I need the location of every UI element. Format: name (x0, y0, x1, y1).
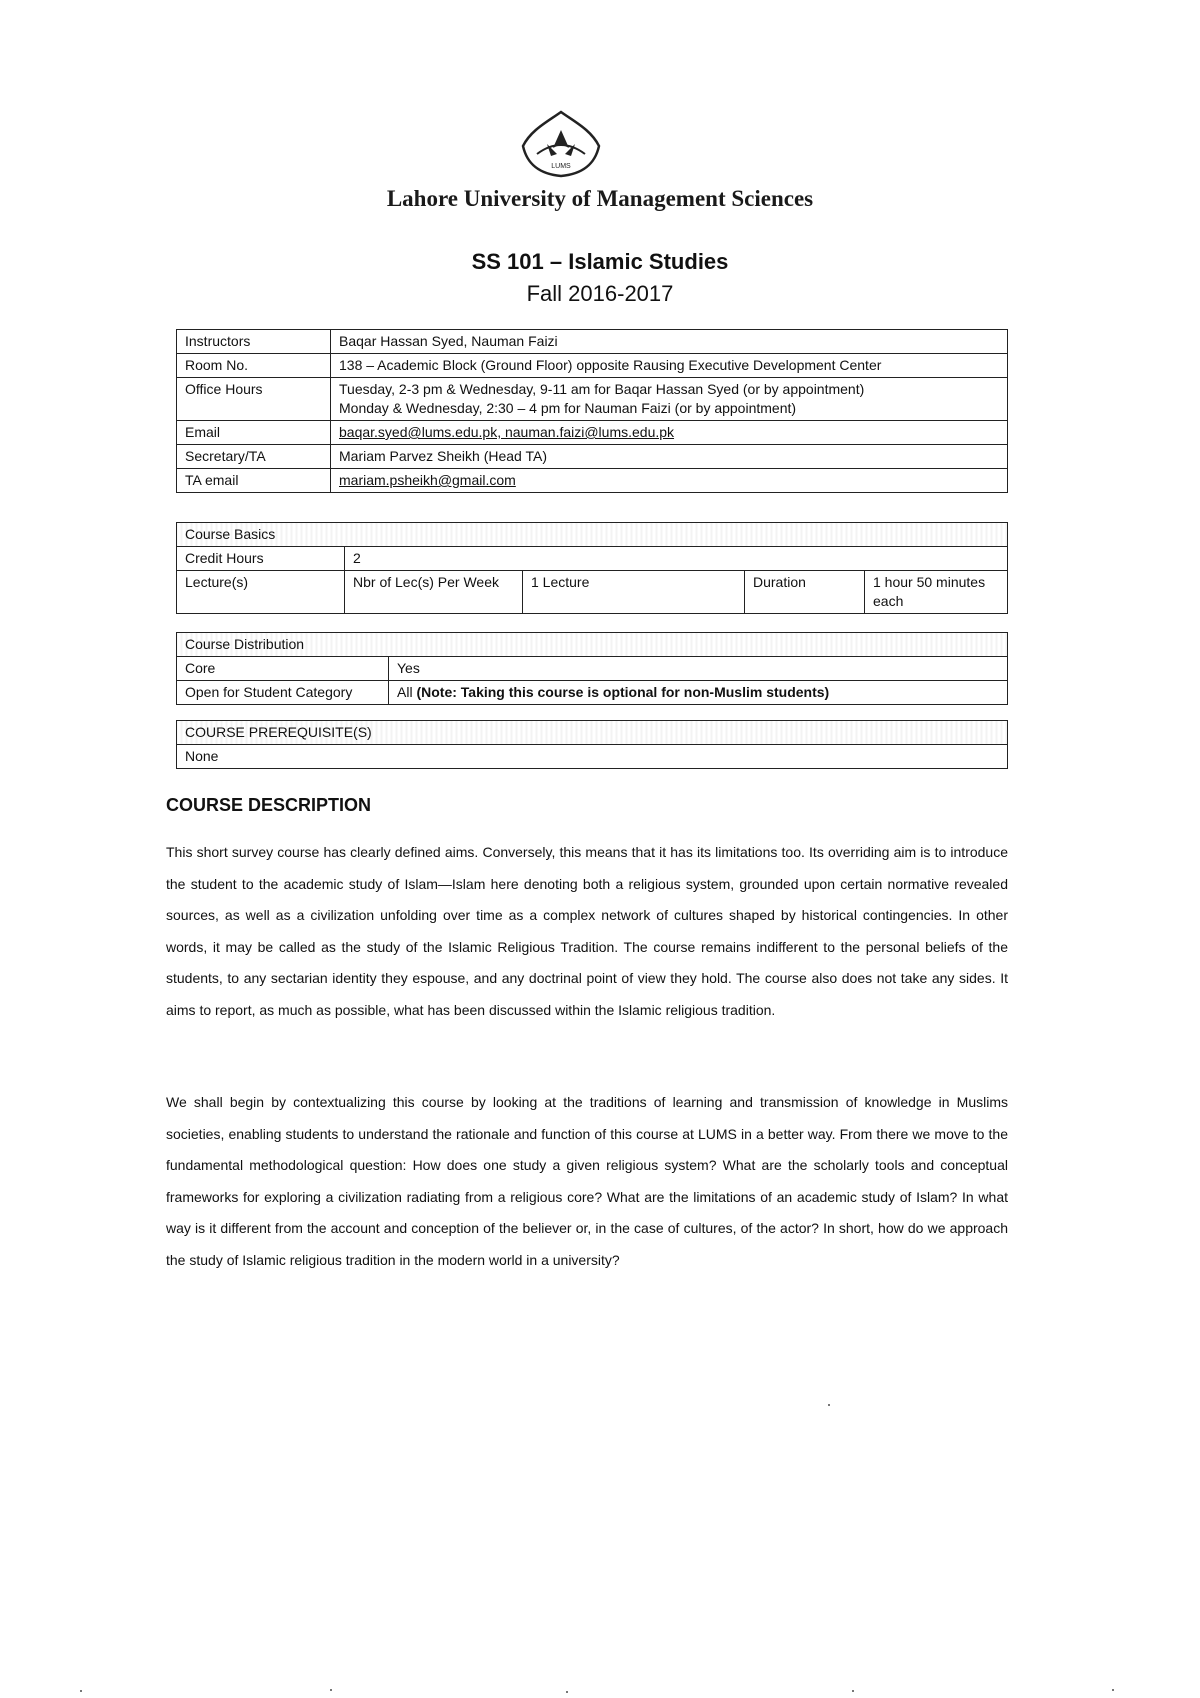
instructors-value: Baqar Hassan Syed, Nauman Faizi (331, 330, 1008, 354)
open-category-value (389, 681, 1008, 705)
course-prerequisite-value: None (177, 745, 1008, 769)
course-term: Fall 2016-2017 (526, 281, 674, 306)
office-hours-value (331, 378, 1008, 421)
scan-speck (330, 1689, 332, 1691)
lectures-label: Lecture(s) (177, 571, 345, 614)
course-distribution-table (176, 632, 1008, 705)
course-description-paragraph-1: This short survey course has clearly defined aims. Conversely, this means that it has its limitations too. Its overriding aim is to introduce the student to the academic study of Islam—Islam here denoting both a religious system, grounded upon certain normative revealed sources, as well as a civilization unfolding over time as a complex network of cultures shaped by historical contingencies. In other words, it may be called as the study of the Islamic Religious Tradition. The course remains indifferent to the personal beliefs of the students, to any sectarian identity they espouse, and any doctrinal point of view they hold. The course also does not take any sides. It aims to report, as much as possible, what has been discussed within the Islamic religious tradition. (166, 844, 1008, 1018)
course-title: SS 101 – Islamic Studies (471, 249, 729, 274)
room-label: Room No. (177, 354, 331, 378)
course-distribution-heading: Course Distribution (177, 633, 1008, 657)
open-category-note: (Note: Taking this course is optional for non-Muslim students) (416, 684, 830, 700)
credit-hours-label: Credit Hours (177, 547, 345, 571)
duration-label: Duration (745, 571, 865, 614)
secretary-label: Secretary/TA (177, 445, 331, 469)
course-basics-heading: Course Basics (177, 523, 1008, 547)
instructor-info-table (176, 329, 1008, 493)
lectures-per-week-value: 1 Lecture (523, 571, 745, 614)
scan-speck (828, 1404, 830, 1406)
open-category-label: Open for Student Category (177, 681, 389, 705)
instructors-label: Instructors (177, 330, 331, 354)
table-row (177, 378, 1008, 421)
open-category-prefix: All (397, 684, 417, 700)
core-value: Yes (389, 657, 1008, 681)
table-row (177, 523, 1008, 547)
secretary-value: Mariam Parvez Sheikh (Head TA) (331, 445, 1008, 469)
course-description-heading: COURSE DESCRIPTION (166, 795, 372, 815)
table-row (177, 330, 1008, 354)
room-value: 138 – Academic Block (Ground Floor) opposite Rausing Executive Development Center (331, 354, 1008, 378)
ta-email-label: TA email (177, 469, 331, 493)
table-row (177, 681, 1008, 705)
course-basics-table (176, 522, 1008, 614)
email-link[interactable]: baqar.syed@lums.edu.pk, nauman.faizi@lums.edu.pk (339, 424, 675, 440)
office-hours-line-2: Monday & Wednesday, 2:30 – 4 pm for Nauman Faizi (or by appointment) (339, 400, 797, 416)
office-hours-line-1: Tuesday, 2-3 pm & Wednesday, 9-11 am for Baqar Hassan Syed (or by appointment) (339, 381, 865, 397)
lums-logo-icon (517, 108, 605, 180)
table-row (177, 633, 1008, 657)
table-row (177, 745, 1008, 769)
course-prerequisite-heading: COURSE PREREQUISITE(S) (177, 721, 1008, 745)
scan-speck (852, 1690, 854, 1692)
email-label: Email (177, 421, 331, 445)
table-row (177, 547, 1008, 571)
university-name: Lahore University of Management Sciences (386, 186, 814, 211)
scan-speck (566, 1691, 568, 1693)
table-row (177, 571, 1008, 614)
table-row (177, 445, 1008, 469)
ta-email-link[interactable]: mariam.psheikh@gmail.com (339, 472, 516, 488)
table-row (177, 469, 1008, 493)
credit-hours-value: 2 (345, 547, 1008, 571)
duration-value: 1 hour 50 minutes each (865, 571, 1008, 614)
lectures-per-week-label: Nbr of Lec(s) Per Week (345, 571, 523, 614)
table-row (177, 354, 1008, 378)
table-row (177, 657, 1008, 681)
scan-speck (80, 1690, 82, 1692)
table-row (177, 721, 1008, 745)
table-row (177, 421, 1008, 445)
course-prerequisite-table (176, 720, 1008, 769)
svg-text:LUMS: LUMS (551, 163, 571, 170)
course-description-paragraph-2: We shall begin by contextualizing this course by looking at the traditions of learning and transmission of knowledge in Muslims societies, enabling students to understand the rationale and function of this course at LUMS in a better way. From there we move to the fundamental methodological question: How does one study a given religious system? What are the scholarly tools and conceptual frameworks for exploring a civilization radiating from a religious core? What are the limitations of an academic study of Islam? In what way is it different from the account and conception of the believer or, in the case of cultures, of the actor? In short, how do we approach the study of Islamic religious tradition in the modern world in a university? (166, 1094, 1008, 1268)
core-label: Core (177, 657, 389, 681)
office-hours-label: Office Hours (177, 378, 331, 421)
scan-speck (1112, 1689, 1114, 1691)
